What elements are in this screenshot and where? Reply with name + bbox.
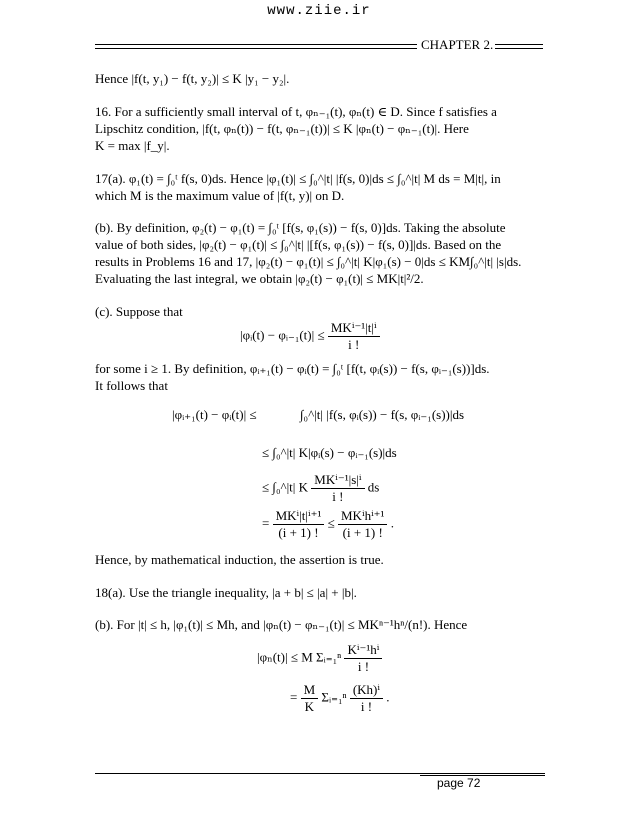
problem-16-line-1: 16. For a sufficiently small interval of t, φₙ₋₁(t), φₙ(t) ∈ D. Since f satisfies a — [95, 104, 497, 119]
step-3-denominator: i ! — [332, 489, 344, 504]
sum-2-fraction-2 — [350, 682, 383, 715]
problem-17a-line-1: 17(a). φ₁(t) = ∫₀ᵗ f(s, 0)ds. Hence |φ₁(t)| ≤ ∫₀^|t| |f(s, 0)|ds ≤ ∫₀^|t| M ds = M|t|, in — [95, 171, 501, 186]
sum-1-denominator: i ! — [357, 659, 370, 674]
problem-17b-line-4: Evaluating the last integral, we obtain |φ₂(t) − φ₁(t)| ≤ MK|t|²/2. — [95, 271, 424, 286]
chapter-header: CHAPTER 2. — [421, 37, 494, 52]
footer-rule — [95, 773, 545, 774]
induction-step-4 — [262, 508, 394, 541]
sum-2-denominator-2: i ! — [360, 699, 373, 714]
step-4-numerator-2: MKⁱhⁱ⁺¹ — [338, 508, 387, 525]
step-3-ds: ds — [367, 479, 380, 495]
sum-1-fraction — [344, 642, 382, 675]
step-4-leq: ≤ — [327, 515, 335, 531]
sum-2-sigma: Σᵢ₌₁ⁿ — [321, 689, 347, 705]
sum-1-numerator: Kⁱ⁻¹hⁱ — [344, 642, 382, 659]
step-3-fraction — [311, 472, 364, 505]
hypothesis-fraction — [328, 320, 380, 353]
step-3-numerator: MKⁱ⁻¹|s|ⁱ — [311, 472, 364, 489]
problem-17c-line-1: (c). Suppose that — [95, 304, 183, 319]
problem-16-line-3: K = max |f_y|. — [95, 138, 170, 153]
sum-equation-1 — [257, 642, 382, 675]
induction-step-3 — [262, 472, 379, 505]
page-number: page 72 — [437, 776, 481, 790]
problem-17b-line-3: results in Problems 16 and 17, |φ₂(t) − φ₁(t)| ≤ ∫₀^|t| K|φ₁(s) − 0|ds ≤ KM∫₀^|t| |s|ds. — [95, 254, 522, 269]
step-4-denominator-2: (i + 1) ! — [342, 525, 383, 540]
problem-17a-line-2: which M is the maximum value of |f(t, y)| on D. — [95, 188, 345, 203]
sum-2-denominator-1: K — [304, 699, 315, 714]
step-3-integral: ≤ ∫₀^|t| K — [262, 479, 309, 495]
induction-lhs: |φᵢ₊₁(t) − φᵢ(t)| ≤ — [172, 407, 257, 422]
step-4-fraction-1 — [273, 508, 325, 541]
watermark: www.ziie.ir — [267, 3, 371, 19]
problem-18a: 18(a). Use the triangle inequality, |a + b| ≤ |a| + |b|. — [95, 585, 357, 600]
step-4-equals: = — [262, 515, 270, 531]
sum-1-lhs: |φₙ(t)| ≤ M Σᵢ₌₁ⁿ — [257, 649, 342, 665]
sum-equation-2 — [290, 682, 390, 715]
problem-17c-line-2: for some i ≥ 1. By definition, φᵢ₊₁(t) − φᵢ(t) = ∫₀ᵗ [f(t, φᵢ(s)) − f(s, φᵢ₋₁(s))]ds. — [95, 361, 490, 376]
induction-conclusion: Hence, by mathematical induction, the assertion is true. — [95, 552, 384, 567]
problem-16-line-2: Lipschitz condition, |f(t, φₙ(t)) − f(t, φₙ₋₁(t))| ≤ K |φₙ(t) − φₙ₋₁(t)|. Here — [95, 121, 469, 136]
step-4-numerator-1: MKⁱ|t|ⁱ⁺¹ — [273, 508, 325, 525]
problem-17c-line-3: It follows that — [95, 378, 168, 393]
hypothesis-lhs: |φᵢ(t) − φᵢ₋₁(t)| ≤ — [240, 327, 325, 343]
induction-step-2: ≤ ∫₀^|t| K|φᵢ(s) − φᵢ₋₁(s)|ds — [262, 445, 397, 460]
header-rule — [95, 44, 417, 49]
header-rule-right — [495, 44, 543, 49]
hypothesis-numerator: MKⁱ⁻¹|t|ⁱ — [328, 320, 380, 337]
step-4-denominator-1: (i + 1) ! — [278, 525, 319, 540]
sum-2-fraction-1 — [301, 682, 319, 715]
line-hence: Hence |f(t, y₁) − f(t, y₂)| ≤ K |y₁ − y₂|. — [95, 71, 290, 86]
sum-2-period: . — [386, 689, 390, 705]
hypothesis-equation — [240, 320, 380, 353]
sum-2-numerator-1: M — [301, 682, 319, 699]
problem-17b-line-2: value of both sides, |φ₂(t) − φ₁(t)| ≤ ∫₀^|t| |[f(s, φ₁(s)) − f(s, 0)]|ds. Based on the — [95, 237, 502, 252]
step-4-fraction-2 — [338, 508, 387, 541]
sum-2-equals: = — [290, 689, 298, 705]
step-4-period: . — [390, 515, 394, 531]
sum-2-numerator-2: (Kh)ⁱ — [350, 682, 383, 699]
induction-step-1: ∫₀^|t| |f(s, φᵢ(s)) − f(s, φᵢ₋₁(s))|ds — [300, 407, 465, 422]
hypothesis-denominator: i ! — [348, 337, 360, 352]
problem-18b: (b). For |t| ≤ h, |φ₁(t)| ≤ Mh, and |φₙ(t) − φₙ₋₁(t)| ≤ MKⁿ⁻¹hⁿ/(n!). Hence — [95, 617, 468, 632]
problem-17b-line-1: (b). By definition, φ₂(t) − φ₁(t) = ∫₀ᵗ [f(s, φ₁(s)) − f(s, 0)]ds. Taking the absolute — [95, 220, 506, 235]
